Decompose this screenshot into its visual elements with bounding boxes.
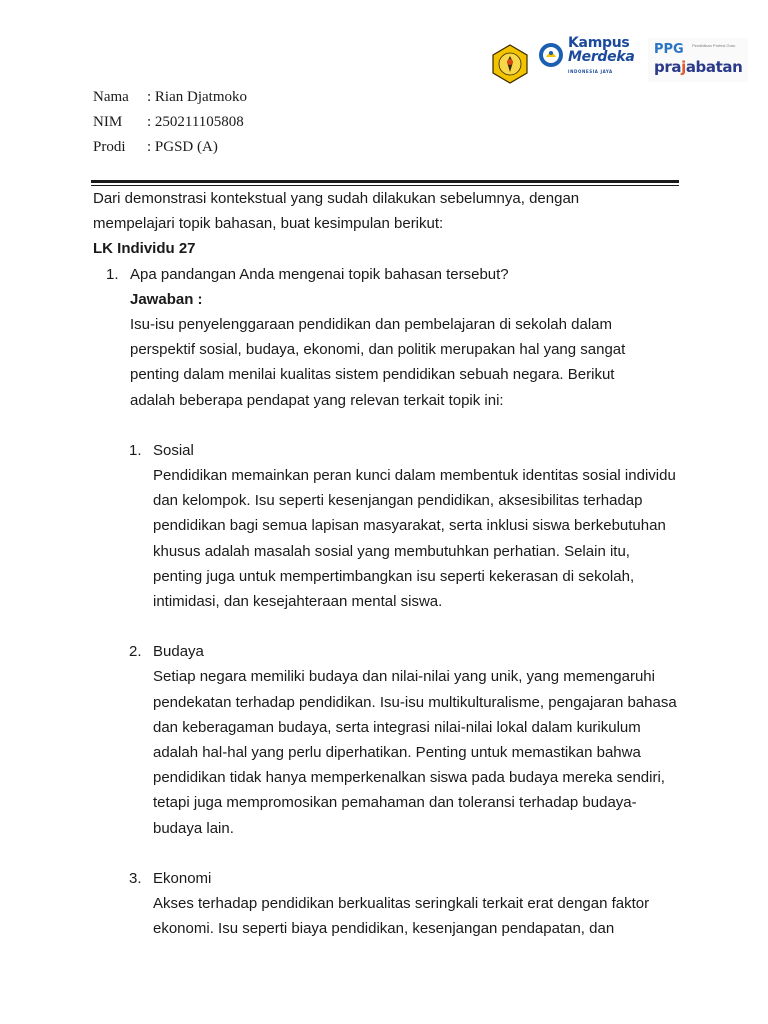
section-number-text: 1. (129, 441, 142, 459)
question-body (130, 262, 678, 413)
section-budaya (93, 639, 683, 841)
question-text: Apa pandangan Anda mengenai topik bahasan tersebut? (130, 265, 509, 283)
identity-row-name (93, 86, 247, 111)
section-number (93, 866, 153, 891)
identity-row-nim (93, 111, 247, 136)
answer-label: Jawaban : (130, 290, 203, 308)
header-logos (486, 34, 746, 86)
question-item (93, 262, 683, 413)
question-number-text: 1. (106, 265, 119, 283)
ppg-prajabatan-logo (648, 38, 748, 82)
section-heading (93, 866, 683, 891)
document-body (93, 186, 683, 941)
section-number-text: 3. (129, 869, 142, 887)
kampus-logo-line2: Merdeka (568, 49, 635, 65)
prajabatan-logo-text (654, 58, 742, 76)
answer-text: Isu-isu penyelenggaraan pendidikan dan pembelajaran di sekolah dalam perspektif sosial, budaya, ekonomi, dan politik merupakan hal yang sangat penting dalam menilai kualitas sistem pendidikan sebuah negara. Berikut adalah beberapa pendapat yang relevan terkait topik ini: (130, 316, 626, 409)
section-text: Setiap negara memiliki budaya dan nilai-nilai yang unik, yang memengaruhi pendekatan terhadap pendidikan. Isu-isu multikulturalisme, pengajaran bahasa dan keberagaman budaya, serta integrasi nilai-nilai lokal dalam kurikulum adalah hal-hal yang perlu diperhatikan. Penting untuk memastikan bahwa pendidikan tidak hanya memperkenalkan siswa pada budaya mereka sendiri, tetapi juga mempromosikan pemahaman dan toleransi terhadap budaya-budaya lain. (153, 668, 677, 837)
kampus-logo-tagline: INDONESIA JAYA (568, 69, 613, 74)
section-number (93, 438, 153, 463)
identity-label: Nama (93, 89, 129, 105)
intro-paragraph: Dari demonstrasi kontekstual yang sudah dilakukan sebelumnya, dengan mempelajari topik bahasan, buat kesimpulan berikut: (93, 190, 580, 233)
university-seal-icon (490, 44, 530, 84)
identity-value: : Rian Djatmoko (147, 89, 247, 105)
section-title: Sosial (153, 441, 194, 459)
section-title: Ekonomi (153, 869, 212, 887)
prajabatan-accent-letter: j (681, 58, 686, 76)
section-title: Budaya (153, 643, 204, 661)
divider-thick-line (91, 180, 679, 183)
section-heading (93, 639, 683, 664)
section-text: Pendidikan memainkan peran kunci dalam membentuk identitas sosial individu dan kelompok. Isu seperti kesenjangan pendidikan, aksesibilitas terhadap pendidikan bagi semua lapisan masyarakat, serta inklusi siswa berkebutuhan khusus adalah masalah sosial yang membutuhkan perhatian. Selain itu, penting juga untuk mempertimbangkan isu seperti kekerasan di sekolah, intimidasi, dan kesejahteraan mental siswa. (153, 467, 676, 611)
section-sosial (93, 438, 683, 614)
prajabatan-word: prajabatan (654, 58, 743, 76)
section-text: Akses terhadap pendidikan berkualitas seringkali terkait erat dengan faktor ekonomi. Isu seperti biaya pendidikan, kesenjangan pendapatan, dan (153, 895, 650, 938)
identity-label: Prodi (93, 139, 126, 155)
identity-label: NIM (93, 114, 123, 130)
section-ekonomi (93, 866, 683, 942)
identity-value: : 250211105808 (147, 114, 244, 130)
ppg-logo-small-text: Pendidikan Profesi Guru (692, 43, 736, 48)
section-heading (93, 438, 683, 463)
question-number (93, 262, 130, 413)
identity-value: : PGSD (A) (147, 139, 218, 155)
ppg-logo-text: PPG (654, 42, 684, 57)
tut-wuri-handayani-icon (538, 42, 564, 68)
kampus-logo-line1: Kampus (568, 35, 630, 51)
section-number-text: 2. (129, 643, 142, 661)
section-number (93, 639, 153, 664)
student-identity (93, 86, 247, 161)
worksheet-title: LK Individu 27 (93, 240, 196, 258)
identity-row-prodi (93, 136, 247, 161)
kampus-merdeka-logo (568, 36, 640, 72)
